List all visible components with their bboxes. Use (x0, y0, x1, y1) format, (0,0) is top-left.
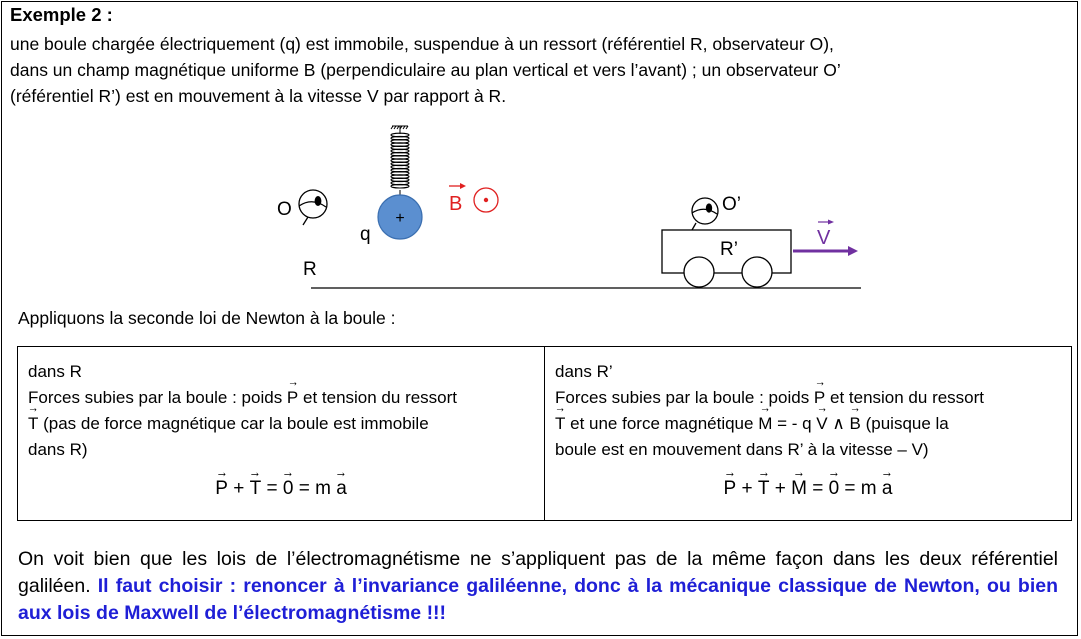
forces-line-3: boule est en mouvement dans R’ à la vitesse – V) (555, 440, 929, 459)
conclusion-emphasis: Il faut choisir : renoncer à l’invariance galiléenne, donc à la mécanique classique de Newton, ou bien aux lois de Maxwell de l’électromagnétisme !!! (18, 575, 1058, 624)
table-cell-frame-R (18, 347, 544, 520)
vector-M: → M (758, 411, 772, 437)
vector-P: → P (814, 385, 825, 411)
forces-line-1: Forces subies par la boule : poids → P et tension du ressort (555, 385, 1061, 411)
cart-wheel-left (684, 257, 714, 287)
newton-equation-R: → P + → T = → 0 = m → a (18, 476, 544, 502)
observer-O-label: O (277, 199, 292, 220)
field-B-label: B (449, 193, 463, 215)
vector-P: → P (287, 385, 298, 411)
newton-equation-R2: → P + → T + → M = → 0 = m → a (545, 476, 1071, 502)
field-B-arrow-icon (449, 183, 466, 189)
cell-header: dans R (28, 362, 82, 381)
vector-T: → T (28, 411, 38, 437)
frame-R-label: R (303, 259, 317, 280)
ball-label-q: q (360, 224, 371, 245)
observer-O2-label: O’ (722, 194, 741, 215)
observer-O-eye-icon (299, 190, 327, 225)
physics-diagram (0, 0, 1081, 300)
intro-line-1: une boule chargée électriquement (q) est immobile, suspendue à un ressort (référentiel R, observateur O), (10, 34, 834, 54)
intro-line-3: (référentiel R’) est en mouvement à la vitesse V par rapport à R. (10, 86, 507, 106)
observer-O2-eye-icon (692, 198, 718, 230)
cart-wheel-right (742, 257, 772, 287)
forces-line-2: → T et une force magnétique → M = - q → V ∧ → B (puisque la (555, 411, 1061, 437)
forces-line-2: → T (pas de force magnétique car la boule est immobile (28, 411, 534, 437)
frame-R2-label: R’ (720, 239, 738, 260)
vector-T: → T (555, 411, 565, 437)
ball-charge-sign: + (395, 210, 405, 227)
forces-line-1: Forces subies par la boule : poids → P et tension du ressort (28, 385, 534, 411)
intro-line-2: dans un champ magnétique uniforme B (perpendiculaire au plan vertical et vers l’avant) ; un observateur O’ (10, 60, 841, 80)
field-out-of-page-icon (474, 188, 498, 212)
conclusion-paragraph (18, 546, 1058, 627)
example-title: Exemple 2 : (10, 4, 113, 25)
vector-B: → B (850, 411, 861, 437)
comparison-table (17, 346, 1072, 521)
spring-icon (391, 133, 409, 188)
newton-lead-text: Appliquons la seconde loi de Newton à la boule : (18, 308, 396, 328)
cell-header: dans R’ (555, 362, 613, 381)
velocity-V-label: V (817, 227, 831, 249)
table-cell-frame-R2 (544, 347, 1071, 520)
conclusion-normal: On voit bien que les lois de l’électromagnétisme ne s’appliquent pas de la même façon dans les deux référentiel galiléen. (18, 548, 1058, 597)
forces-line-3: dans R) (28, 440, 88, 459)
vector-V: → V (816, 411, 827, 437)
